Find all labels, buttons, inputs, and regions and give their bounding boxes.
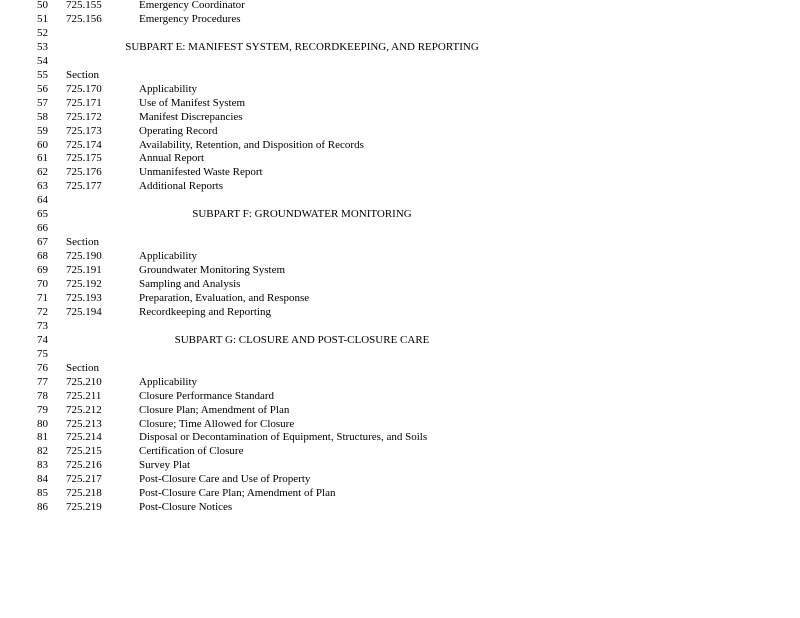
section-title: Emergency Coordinator xyxy=(139,0,245,11)
section-number: 725.214 xyxy=(66,431,102,444)
section-title: Emergency Procedures xyxy=(139,12,241,25)
line-number: 59 xyxy=(37,124,48,137)
section-title: Disposal or Decontamination of Equipment, Structures, and Soils xyxy=(139,431,428,444)
line-number: 75 xyxy=(37,347,48,360)
section-title: Availability, Retention, and Disposition of Records xyxy=(139,138,364,151)
line-number: 69 xyxy=(37,264,48,277)
line-number: 86 xyxy=(37,501,48,514)
toc-entry-row xyxy=(0,96,800,110)
line-number: 52 xyxy=(37,26,48,39)
document-line xyxy=(0,347,800,361)
section-column-label: Section xyxy=(66,236,99,249)
line-number: 78 xyxy=(37,389,48,402)
line-number: 80 xyxy=(37,417,48,430)
line-number: 67 xyxy=(37,236,48,249)
line-number: 53 xyxy=(37,40,48,53)
section-number: 725.191 xyxy=(66,264,102,277)
section-number: 725.190 xyxy=(66,250,102,263)
line-number: 71 xyxy=(37,291,48,304)
section-title: Recordkeeping and Reporting xyxy=(139,305,271,318)
section-title: Post-Closure Care and Use of Property xyxy=(139,473,311,486)
toc-entry-row xyxy=(0,179,800,193)
toc-entry-row xyxy=(0,305,800,319)
line-number: 58 xyxy=(37,110,48,123)
section-number: 725.175 xyxy=(66,152,102,165)
document-line xyxy=(0,68,800,82)
section-number: 725.173 xyxy=(66,124,102,137)
line-number: 77 xyxy=(37,375,48,388)
section-number: 725.211 xyxy=(66,389,102,402)
section-title: Groundwater Monitoring System xyxy=(139,264,286,277)
section-title: Closure Performance Standard xyxy=(139,389,275,402)
section-number: 725.155 xyxy=(66,0,102,11)
section-title: Use of Manifest System xyxy=(139,96,246,109)
document-line xyxy=(0,235,800,249)
section-column-label: Section xyxy=(66,68,99,81)
section-number: 725.174 xyxy=(66,138,102,151)
toc-entry-row xyxy=(0,444,800,458)
document-line xyxy=(0,361,800,375)
line-number: 50 xyxy=(37,0,48,11)
toc-entry-row xyxy=(0,110,800,124)
line-number: 76 xyxy=(37,361,48,374)
line-number: 79 xyxy=(37,403,48,416)
toc-entry-row xyxy=(0,458,800,472)
document-line xyxy=(0,319,800,333)
subpart-heading-row xyxy=(0,333,800,347)
toc-entry-row xyxy=(0,12,800,26)
toc-entry-row xyxy=(0,124,800,138)
subpart-heading-row xyxy=(0,207,800,221)
section-number: 725.213 xyxy=(66,417,102,430)
section-number: 725.215 xyxy=(66,445,102,458)
toc-entry-row xyxy=(0,375,800,389)
section-title: Post-Closure Care Plan; Amendment of Plan xyxy=(139,487,336,500)
line-number: 68 xyxy=(37,250,48,263)
section-title: Applicability xyxy=(139,250,198,263)
line-number: 61 xyxy=(37,152,48,165)
line-number: 55 xyxy=(37,68,48,81)
section-number: 725.176 xyxy=(66,166,102,179)
section-number: 725.210 xyxy=(66,375,102,388)
toc-entry-row xyxy=(0,403,800,417)
toc-entry-row xyxy=(0,430,800,444)
section-title: Additional Reports xyxy=(139,180,224,193)
toc-entry-row xyxy=(0,263,800,277)
section-number: 725.171 xyxy=(66,96,102,109)
section-title: Closure Plan; Amendment of Plan xyxy=(139,403,290,416)
toc-entry-row xyxy=(0,500,800,514)
line-number: 54 xyxy=(37,54,48,67)
document-line xyxy=(0,193,800,207)
toc-entry-row xyxy=(0,151,800,165)
line-number: 66 xyxy=(37,222,48,235)
line-number: 70 xyxy=(37,278,48,290)
toc-entry-row xyxy=(0,417,800,431)
section-title: Post-Closure Notices xyxy=(139,501,233,514)
section-number: 725.170 xyxy=(66,82,102,95)
section-title: Preparation, Evaluation, and Response xyxy=(139,291,310,304)
section-title: Applicability xyxy=(139,375,198,388)
section-title: Manifest Discrepancies xyxy=(139,110,243,123)
toc-entry-row xyxy=(0,249,800,263)
section-number: 725.194 xyxy=(66,305,102,318)
line-number: 62 xyxy=(37,166,48,179)
section-title: Annual Report xyxy=(139,152,205,165)
section-title: Closure; Time Allowed for Closure xyxy=(139,417,295,430)
document-line xyxy=(0,26,800,40)
document-line xyxy=(0,54,800,68)
section-number: 725.193 xyxy=(66,291,102,304)
line-number: 74 xyxy=(37,333,48,346)
section-number: 725.192 xyxy=(66,278,102,290)
toc-entry-row xyxy=(0,486,800,500)
line-number: 82 xyxy=(37,445,48,458)
section-title: Operating Record xyxy=(139,124,218,137)
subpart-heading: SUBPART F: GROUNDWATER MONITORING xyxy=(192,208,412,221)
section-number: 725.156 xyxy=(66,12,102,25)
section-title: Certification of Closure xyxy=(139,445,244,458)
toc-entry-row xyxy=(0,472,800,486)
section-title: Sampling and Analysis xyxy=(139,278,241,290)
section-number: 725.216 xyxy=(66,459,102,472)
line-number: 73 xyxy=(37,319,48,332)
subpart-heading: SUBPART E: MANIFEST SYSTEM, RECORDKEEPING, AND REPORTING xyxy=(125,40,479,53)
toc-entry-row xyxy=(0,277,800,291)
line-number: 83 xyxy=(37,459,48,472)
toc-entry-row xyxy=(0,291,800,305)
toc-entry-row xyxy=(0,389,800,403)
section-title: Survey Plat xyxy=(139,459,191,472)
section-number: 725.212 xyxy=(66,403,102,416)
section-number: 725.172 xyxy=(66,110,102,123)
section-title: Applicability xyxy=(139,82,198,95)
section-column-label: Section xyxy=(66,361,99,374)
toc-entry-row xyxy=(0,82,800,96)
line-number: 63 xyxy=(37,180,48,193)
line-number: 60 xyxy=(37,138,48,151)
line-number: 65 xyxy=(37,208,48,221)
line-number: 72 xyxy=(37,305,48,318)
line-number: 81 xyxy=(37,431,48,444)
line-number: 84 xyxy=(37,473,48,486)
line-number: 57 xyxy=(37,96,48,109)
subpart-heading-row xyxy=(0,40,800,54)
toc-entry-row xyxy=(0,138,800,152)
toc-entry-row xyxy=(0,165,800,179)
section-title: Unmanifested Waste Report xyxy=(139,166,263,179)
subpart-heading: SUBPART G: CLOSURE AND POST-CLOSURE CARE xyxy=(174,333,430,346)
document-line xyxy=(0,221,800,235)
line-number: 64 xyxy=(37,194,48,207)
section-number: 725.218 xyxy=(66,487,102,500)
section-number: 725.219 xyxy=(66,501,102,514)
line-number: 51 xyxy=(37,12,48,25)
line-number: 85 xyxy=(37,487,48,500)
section-number: 725.177 xyxy=(66,180,102,193)
section-number: 725.217 xyxy=(66,473,102,486)
line-number: 56 xyxy=(37,82,48,95)
toc-entry-row xyxy=(0,0,800,12)
